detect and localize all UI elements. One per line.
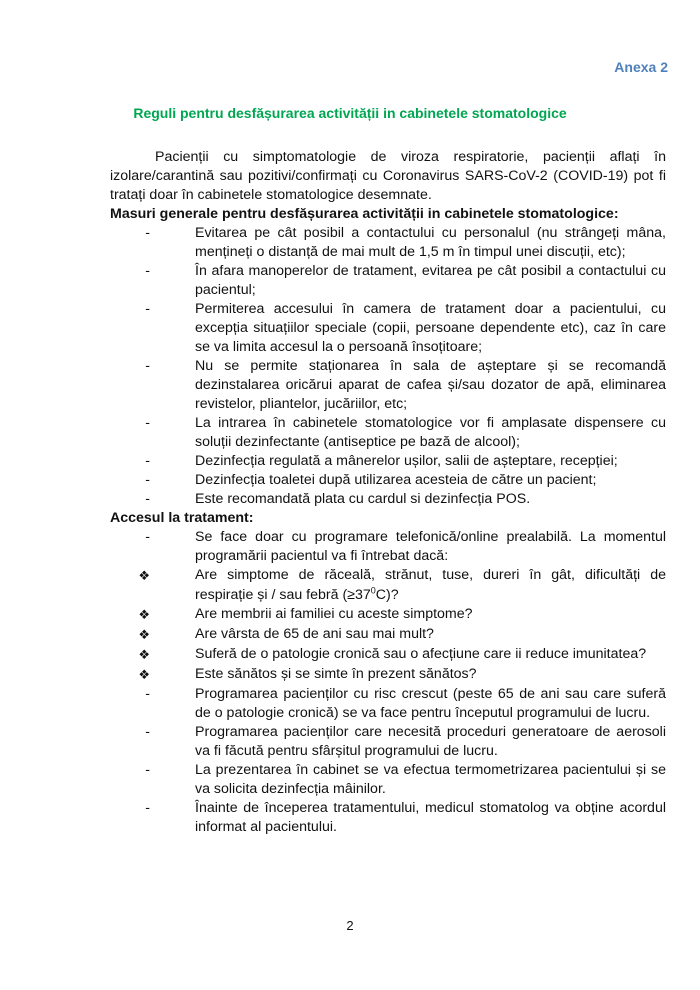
list-item: - Se face doar cu programare telefonică/online prealabilă. La momentul programării pacientul va fi întrebat dacă: <box>110 528 666 566</box>
list-item: - Înainte de începerea tratamentului, medicul stomatolog va obține acordul informat al pacientului. <box>110 799 666 837</box>
diamond-bullet-icon: ❖ <box>138 667 150 682</box>
dash-marker: - <box>145 762 150 778</box>
list-item: - Este recomandată plata cu cardul si dezinfecția POS. <box>110 490 666 509</box>
list-item: - Programarea pacienților care necesită proceduri generatoare de aerosoli va fi făcută pentru sfârșitul programului de lucru. <box>110 723 666 761</box>
list-item: - Dezinfecția toaletei după utilizarea acesteia de către un pacient; <box>110 471 666 490</box>
list-item: - La prezentarea în cabinet se va efectua termometrizarea pacientului și se va solicita dezinfecția mâinilor. <box>110 761 666 799</box>
dash-marker: - <box>145 472 150 488</box>
list-item: - Evitarea pe cât posibil a contactului cu personalul (nu strângeți mâna, mențineți o distanță de mai mult de 1,5 m în timpul unei discuții, etc); <box>110 224 666 262</box>
question-item: ❖ Suferă de o patologie cronică sau o afecțiune care ii reduce imunitatea? <box>110 645 666 665</box>
dash-marker: - <box>145 800 150 816</box>
question-item: ❖ Are membrii ai familiei cu aceste simptome? <box>110 605 666 625</box>
list-item: - Programarea pacienților cu risc crescut (peste 65 de ani sau care suferă de o patologie cronică) se va face pentru începutul programului de lucru. <box>110 685 666 723</box>
dash-marker: - <box>145 263 150 279</box>
dash-marker: - <box>145 415 150 431</box>
diamond-bullet-icon: ❖ <box>138 647 150 662</box>
intro-paragraph: Pacienții cu simptomatologie de viroza respiratorie, pacienții aflați în izolare/carantină sau pozitivi/confirmați cu Coronavirus SARS-CoV-2 (COVID-19) pot fi tratați doar în cabinetele stomatologice desemnate. <box>110 149 666 203</box>
document-body <box>110 148 666 837</box>
list-item: - La intrarea în cabinetele stomatologice vor fi amplasate dispensere cu soluții dezinfectante (antiseptice pe bază de alcool); <box>110 414 666 452</box>
section-heading-access-to-treatment: Accesul la tratament: <box>110 510 254 526</box>
page-number: 2 <box>346 918 354 933</box>
annex-label: Anexa 2 <box>614 59 668 75</box>
list-item: - Dezinfecția regulată a mânerelor ușilor, salii de așteptare, recepției; <box>110 452 666 471</box>
question-item: ❖ Are vârsta de 65 de ani sau mai mult? <box>110 625 666 645</box>
list-item: - Permiterea accesului în camera de tratament doar a pacientului, cu excepția situațiilor speciale (copii, persoane dependente etc), caz în care se va limita accesul la o persoană însoțitoare; <box>110 300 666 357</box>
question-item: ❖ Are simptome de răceală, strănut, tuse, dureri în gât, dificultăți de respirație și / sau febră $(\ge 37^0C)$? <box>110 566 666 605</box>
dash-marker: - <box>145 301 150 317</box>
section-heading-general-measures: Masuri generale pentru desfășurarea activității in cabinetele stomatologice: <box>110 206 619 222</box>
list-item: - În afara manoperelor de tratament, evitarea pe cât posibil a contactului cu pacientul; <box>110 262 666 300</box>
question-item: ❖ Este sănătos și se simte în prezent sănătos? <box>110 665 666 685</box>
dash-marker: - <box>145 358 150 374</box>
dash-marker: - <box>145 686 150 702</box>
diamond-bullet-icon: ❖ <box>138 568 150 583</box>
diamond-bullet-icon: ❖ <box>138 607 150 622</box>
diamond-bullet-icon: ❖ <box>138 627 150 642</box>
dash-marker: - <box>145 225 150 241</box>
dash-marker: - <box>145 491 150 507</box>
list-item: - Nu se permite staționarea în sala de așteptare și se recomandă dezinstalarea oricărui aparat de cafea și/sau dozator de apă, eliminarea revistelor, pliantelor, jucăriilor, etc; <box>110 357 666 414</box>
document-title: Reguli pentru desfășurarea activității in cabinetele stomatologice <box>133 105 567 121</box>
dash-marker: - <box>145 453 150 469</box>
dash-marker: - <box>145 529 150 545</box>
dash-marker: - <box>145 724 150 740</box>
